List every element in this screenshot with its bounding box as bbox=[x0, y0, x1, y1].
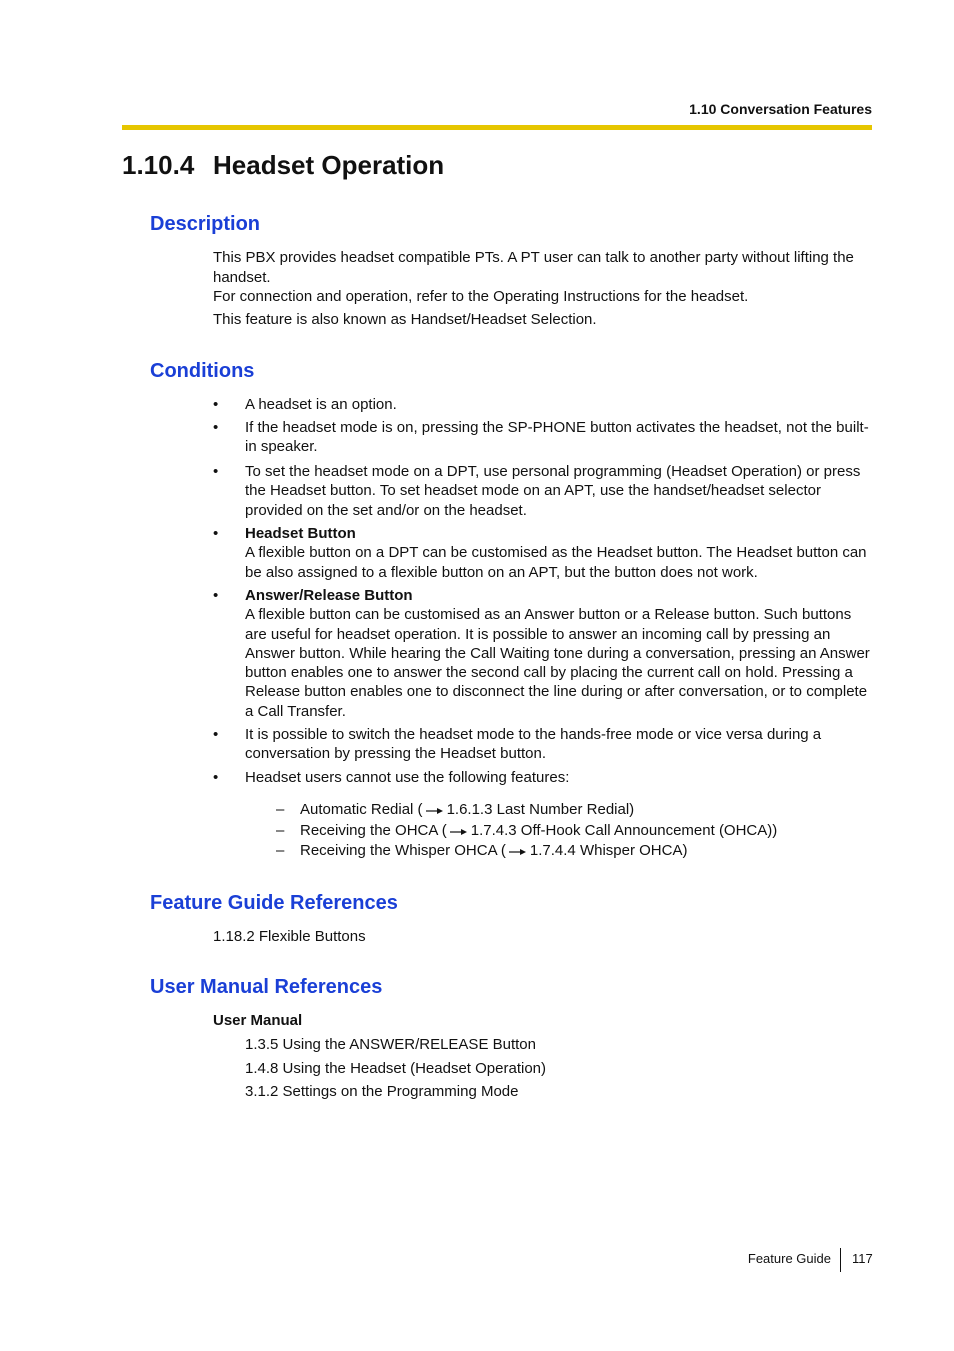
conditions-heading: Conditions bbox=[150, 360, 255, 382]
condition-text: It is possible to switch the headset mode to the hands-free mode or vice versa during a conversation by pressing the Headset button. bbox=[245, 726, 822, 763]
dash-glyph: – bbox=[276, 842, 285, 859]
dash-glyph: – bbox=[276, 801, 285, 818]
arrow-right-icon bbox=[449, 826, 469, 836]
bullet-glyph: • bbox=[213, 726, 219, 743]
page-title bbox=[122, 150, 444, 181]
dash-glyph: – bbox=[276, 822, 285, 839]
arrow-right-icon bbox=[508, 846, 528, 856]
footer-divider bbox=[840, 1248, 841, 1272]
header-rule bbox=[122, 125, 872, 130]
running-header: 1.10 Conversation Features bbox=[689, 101, 872, 117]
user-manual-reference[interactable]: 1.4.8 Using the Headset (Headset Operation) bbox=[245, 1060, 547, 1077]
bullet-glyph: • bbox=[213, 769, 219, 786]
condition-item bbox=[213, 395, 873, 414]
description-paragraph-2: For connection and operation, refer to the Operating Instructions for the headset. bbox=[213, 288, 749, 305]
condition-item bbox=[213, 462, 873, 520]
sub-item-ref[interactable]: 1.6.1.3 Last Number Redial) bbox=[446, 801, 635, 818]
sub-item-text: Automatic Redial ( bbox=[300, 801, 423, 818]
section-title: Headset Operation bbox=[213, 150, 445, 180]
user-manual-references-heading: User Manual References bbox=[150, 976, 383, 998]
feature-guide-references-heading: Feature Guide References bbox=[150, 892, 398, 914]
sub-item bbox=[276, 841, 687, 860]
condition-item bbox=[213, 418, 873, 457]
description-paragraph-1: This PBX provides headset compatible PTs. A PT user can talk to another party without lifting the handset. bbox=[213, 249, 854, 286]
description-heading: Description bbox=[150, 213, 261, 235]
bullet-glyph: • bbox=[213, 396, 219, 413]
footer-label: Feature Guide bbox=[747, 1251, 831, 1266]
condition-item bbox=[213, 768, 873, 787]
condition-item bbox=[213, 725, 873, 764]
user-manual-reference[interactable]: 1.3.5 Using the ANSWER/RELEASE Button bbox=[245, 1036, 536, 1053]
condition-text: A headset is an option. bbox=[245, 396, 397, 413]
sub-item-text: Receiving the Whisper OHCA ( bbox=[300, 842, 506, 859]
description-paragraph-3: This feature is also known as Handset/Headset Selection. bbox=[213, 311, 597, 328]
bullet-glyph: • bbox=[213, 463, 219, 480]
sub-item-ref[interactable]: 1.7.4.3 Off-Hook Call Announcement (OHCA)) bbox=[470, 822, 778, 839]
page-number: 117 bbox=[852, 1251, 873, 1266]
condition-text: A flexible button can be customised as an Answer button or a Release button. Such buttons are useful for headset operation. It is possible to answer an incoming call by pressing an Answer button. While hearing the Call Waiting tone during a conversation, pressing an Answer button enables one to answer the second call by placing the current call on hold. Pressing a Release button enables one to disconnect the line during or after conversation, or to complete a Call Transfer. bbox=[245, 606, 870, 720]
condition-title: Answer/Release Button bbox=[245, 587, 413, 604]
sub-item bbox=[276, 821, 777, 840]
condition-text: To set the headset mode on a DPT, use personal programming (Headset Operation) or press the Headset button. To set headset mode on an APT, use the handset/headset selector provided on the set and/or on the headset. bbox=[245, 463, 861, 519]
sub-item-ref[interactable]: 1.7.4.4 Whisper OHCA) bbox=[529, 842, 688, 859]
condition-item bbox=[213, 586, 873, 721]
bullet-glyph: • bbox=[213, 587, 219, 604]
condition-text: Headset users cannot use the following features: bbox=[245, 769, 570, 786]
section-number: 1.10.4 bbox=[122, 150, 195, 180]
condition-item bbox=[213, 524, 873, 582]
feature-guide-reference[interactable]: 1.18.2 Flexible Buttons bbox=[213, 928, 366, 945]
condition-text: If the headset mode is on, pressing the SP-PHONE button activates the headset, not the built-in speaker. bbox=[245, 419, 869, 456]
sub-item bbox=[276, 800, 634, 819]
user-manual-reference[interactable]: 3.1.2 Settings on the Programming Mode bbox=[245, 1083, 519, 1100]
condition-text: A flexible button on a DPT can be customised as the Headset button. The Headset button can be also assigned to a flexible button on an APT, but the button does not work. bbox=[245, 544, 867, 581]
sub-item-text: Receiving the OHCA ( bbox=[300, 822, 447, 839]
bullet-glyph: • bbox=[213, 525, 219, 542]
bullet-glyph: • bbox=[213, 419, 219, 436]
arrow-right-icon bbox=[425, 805, 445, 815]
user-manual-subheading: User Manual bbox=[213, 1012, 303, 1029]
condition-title: Headset Button bbox=[245, 525, 356, 542]
